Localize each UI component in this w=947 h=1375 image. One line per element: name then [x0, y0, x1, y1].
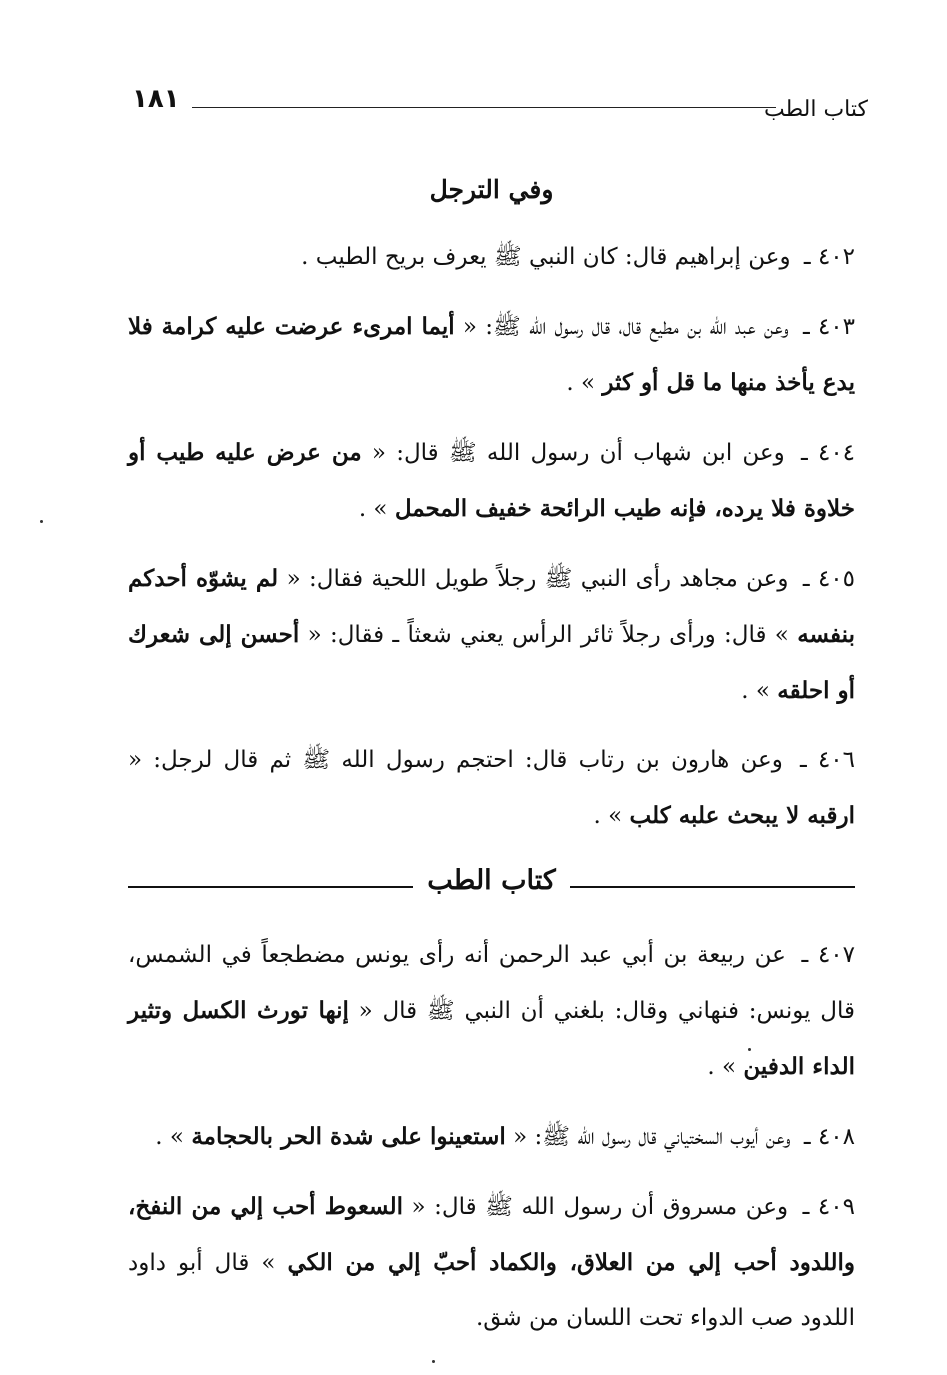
- hadith-closing: » قال أبو داود اللدود صب الدواء تحت اللسان من شق.: [128, 1250, 855, 1331]
- hadith-closing: » .: [566, 370, 596, 396]
- page-body: [128, 170, 855, 1360]
- hadith-text: وعن هارون بن رتاب قال: احتجم رسول الله ﷺ ثم قال لرجل: «: [128, 747, 783, 773]
- hadith-408: [128, 1109, 855, 1165]
- hadith-407: [128, 928, 855, 1095]
- hadith-text: وعن إبراهيم قال: كان النبي ﷺ يعرف بريح الطيب .: [301, 244, 791, 270]
- hadith-403: [128, 299, 855, 411]
- hadith-closing: » .: [707, 1054, 737, 1080]
- divider-rule-left: [128, 886, 413, 888]
- hadith-text: عن ربيعة بن أبي عبد الرحمن أنه رأى يونس مضطجعاً في الشمس، قال يونس: فنهاني وقال: بلغني أن النبي ﷺ قال «: [128, 942, 856, 1024]
- hadith-closing: » .: [155, 1124, 184, 1150]
- hadith-number: ٤٠٦ ـ: [800, 747, 856, 773]
- hadith-quote: أيما امرىء عرضت عليه كرامة فلا يدع يأخذ منها ما قل أو كثر: [128, 313, 855, 396]
- hadith-number: ٤٠٧ ـ: [801, 942, 855, 968]
- divider-rule-right: [570, 886, 855, 888]
- hadith-text: وعن مجاهد رأى النبي ﷺ رجلاً طويل اللحية فقال: «: [286, 566, 789, 592]
- hadith-closing: » .: [593, 803, 623, 829]
- hadith-404: [128, 425, 855, 537]
- hadith-409: [128, 1179, 855, 1346]
- hadith-quote: ارقبه لا يبحث علبه كلب: [629, 802, 855, 829]
- hadith-quote: إنها تورث الكسل وتثير الداء الدفين: [128, 997, 855, 1080]
- hadith-text: وعن ابن شهاب أن رسول الله ﷺ قال: «: [371, 440, 785, 466]
- hadith-number: ٤٠٩ ـ: [802, 1194, 855, 1220]
- section-heading: وفي الترجل: [429, 175, 554, 204]
- hadith-quote: لم يشوّه أحدكم بنفسه: [128, 565, 856, 648]
- hadith-quote: استعينوا على شدة الحر بالحجامة: [191, 1123, 506, 1150]
- hadith-number: ٤٠٣ ـ: [802, 314, 856, 340]
- hadith-closing: » .: [358, 496, 388, 522]
- hadith-quote-second: أحسن إلى شعرك أو احلقه: [128, 621, 855, 704]
- scan-speck: [40, 520, 43, 523]
- hadith-text: وعن مسروق أن رسول الله ﷺ قال: «: [411, 1194, 789, 1220]
- hadith-closing: » .: [741, 678, 770, 704]
- hadith-quote: من عرض عليه طيب أو خلاوة فلا يرده، فإنه طيب الرائحة خفيف المحمل: [128, 439, 855, 522]
- hadith-text: وعن عبد الله بن مطيع قال، قال رسول الله ﷺ: «: [462, 314, 789, 340]
- hadith-number: ٤٠٥ ـ: [802, 566, 856, 592]
- book-title: كتاب الطب: [427, 864, 556, 896]
- hadith-number: ٤٠٤ ـ: [801, 440, 856, 466]
- hadith-405: [128, 551, 855, 719]
- hadith-text: وعن أيوب السختياني قال رسول الله ﷺ: «: [513, 1124, 791, 1150]
- hadith-number: ٤٠٢ ـ: [803, 244, 855, 270]
- hadith-402: [128, 230, 855, 285]
- hadith-continuation: » قال: ورأى رجلاً ثائر الرأس يعني شعثاً ـ فقال: «: [307, 622, 789, 648]
- hadith-406: [128, 733, 855, 844]
- page-number: ١٨١: [132, 84, 180, 114]
- scan-speck: [432, 1360, 435, 1363]
- hadith-quote: السعوط أحب إلي من النفخ، واللدود أحب إلي من العلاق، والكماد أحبّ إلي من الكي: [128, 1193, 856, 1276]
- hadith-number: ٤٠٨ ـ: [803, 1124, 855, 1150]
- book-divider: [128, 858, 855, 902]
- running-title: كتاب الطب: [764, 97, 868, 122]
- running-header: [132, 84, 868, 124]
- scan-speck: [748, 1048, 751, 1051]
- header-rule: [192, 107, 776, 108]
